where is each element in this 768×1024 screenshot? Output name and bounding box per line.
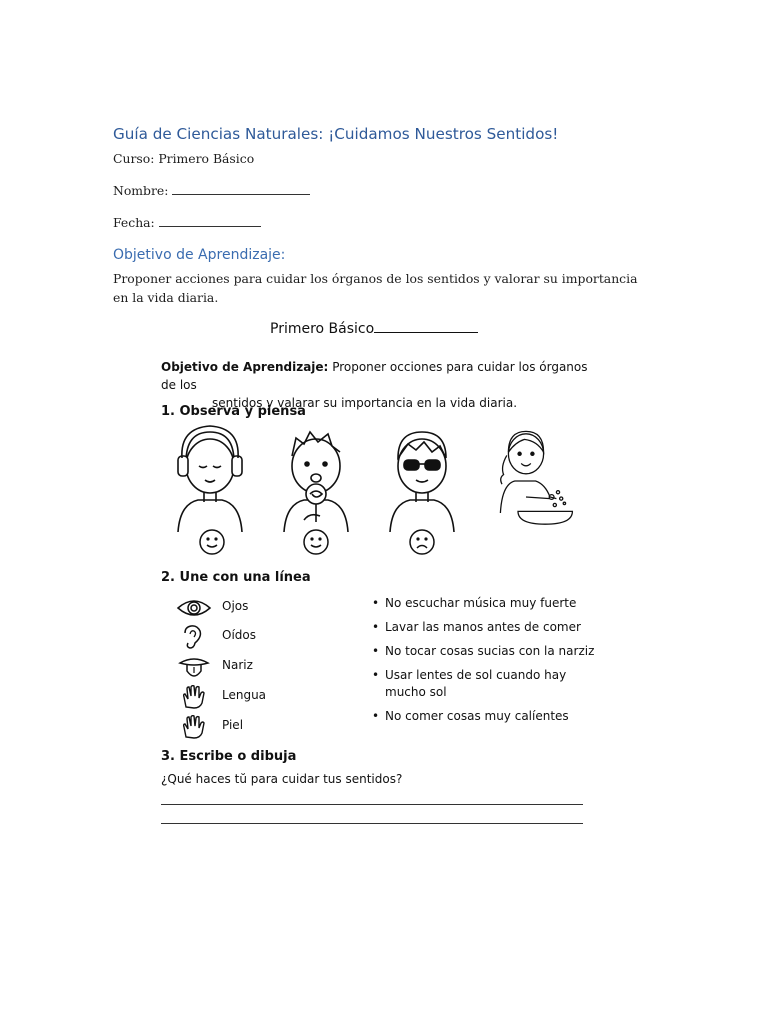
action-text: Usar lentes de sol cuando hay mucho sol: [385, 668, 567, 699]
section-escribe-heading: 3. Escribe o dibuja: [161, 749, 297, 764]
tongue-icon: [176, 655, 212, 679]
action-item: [372, 667, 582, 701]
bullet: •: [372, 668, 380, 682]
worksheet-title: [270, 320, 478, 337]
action-item: [372, 595, 612, 612]
action-text: No escuchar música muy fuerte: [385, 596, 577, 610]
happy-face-icon: [198, 528, 226, 556]
hand-icon: [176, 715, 212, 739]
date-label: Fecha:: [113, 215, 155, 230]
name-label: Nombre:: [113, 183, 169, 198]
name-blank: [172, 184, 310, 195]
eye-icon: [176, 596, 212, 620]
bullet: •: [372, 596, 380, 610]
child-headphones-illustration: [170, 422, 250, 532]
action-text: No tocar cosas sucias con la narziz: [385, 644, 595, 658]
bullet: •: [372, 644, 380, 658]
sad-face-icon: [408, 528, 436, 556]
objective-heading: Objetivo de Aprendizaje:: [113, 247, 286, 263]
guide-title: Guía de Ciencias Naturales: ¡Cuidamos Nuestros Sentidos!: [113, 125, 559, 143]
date-blank: [159, 216, 261, 227]
worksheet-question: ¿Qué haces tŭ para cuidar tus sentidos?: [161, 772, 403, 786]
section-une-heading: 2. Une con una línea: [161, 570, 311, 585]
section-observa-heading: 1. Observa y piensa: [161, 404, 306, 419]
action-item: [372, 619, 612, 636]
hand-icon: [176, 685, 212, 709]
sense-label: Lengua: [222, 688, 267, 702]
objective-text: Proponer acciones para cuidar los órganos de los sentidos y valorar su importancia en la vida diaria.: [113, 271, 638, 305]
sense-label: Nariz: [222, 658, 253, 672]
worksheet-title-text: Primero Básico: [270, 321, 375, 337]
worksheet-image: [148, 312, 620, 832]
action-text: No comer cosas muy calíentes: [385, 709, 569, 723]
writing-line: [161, 823, 583, 824]
bullet: •: [372, 709, 380, 723]
bullet: •: [372, 620, 380, 634]
child-sunglasses-illustration: [382, 422, 462, 532]
action-text: Lavar las manos antes de comer: [385, 620, 581, 634]
course-line: Curso: Primero Básico: [113, 151, 255, 166]
worksheet-objective-line2: sentidos y valarar su importancia en la vida diaria.: [212, 396, 518, 410]
worksheet-objective-label: Objetivo de Aprendizaje:: [161, 360, 329, 374]
worksheet-objective-line1: Proponer occiones para cuidar los órganos de los: [161, 360, 588, 392]
writing-line: [161, 804, 583, 805]
sense-label: Ojos: [222, 599, 249, 613]
date-line: [113, 215, 261, 230]
action-item: [372, 643, 612, 660]
sense-label: Piel: [222, 718, 244, 732]
sense-label: Oídos: [222, 628, 256, 642]
child-lollipop-illustration: [276, 422, 356, 532]
action-item: [372, 708, 612, 725]
worksheet-title-blank: [374, 320, 478, 333]
happy-face-icon: [302, 528, 330, 556]
ear-icon: [176, 625, 212, 649]
child-washing-hands-illustration: [494, 422, 574, 532]
name-line: [113, 183, 310, 198]
